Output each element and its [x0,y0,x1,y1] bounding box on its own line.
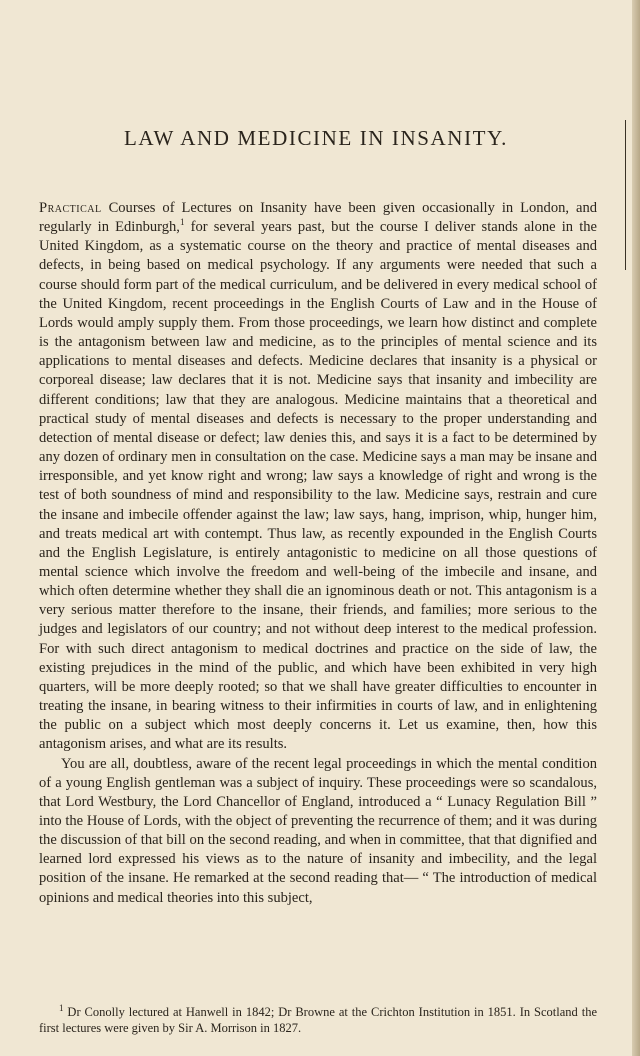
body-text [39,199,597,908]
paragraph-2: You are all, doubtless, aware of the recent legal proceedings in which the mental condition of a young English gentleman was a subject of inquiry. These proceedings were so scandalous, that Lord Westbury, the Lord Chancellor of England, introduced a “ Lunacy Regulation Bill ” into the House of Lords, with the object of preventing the recurrence of them; and it was during the discussion of that bill on the second reading, and when in committee, that that dignified and learned lord expressed his views as to the nature of insanity and imbecility, and the legal position of the insane. He remarked at the second reading that— “ The introduction of medical opinions and medical theories into this subject, [39,755,597,906]
footnote-text: Dr Conolly lectured at Hanwell in 1842; Dr Browne at the Crichton Institution in 1851. In Scotland the first lectures were given by Sir A. Morrison in 1827. [39,1005,597,1035]
page-edge [632,0,640,1056]
footnote-marker: 1 [59,1002,64,1013]
paragraph-1-text-a: Courses of Lectures on Insanity have been given occasionally in London, and regularly in Edinburgh, [39,200,597,236]
footnote [39,1004,597,1036]
footnote-reference[interactable]: 1 [179,217,185,228]
opening-word: Practical [39,200,102,216]
paragraph-1 [39,199,597,755]
page-title: LAW AND MEDICINE IN INSANITY. [124,126,508,150]
paragraph-1-text-b: for several years past, but the course I deliver stands alone in the United Kingdom, as a systematic course on the theory and practice of mental diseases and defects, in being based on medical psychology. If any arguments were needed that such a course should form part of the medical curriculum, and be delivered in every medical school of the United Kingdom, recent proceedings in the English Courts of Law and in the House of Lords would amply supply them. From those proceedings, we learn how distinct and complete is the antagonism between law and medicine, as to the principles of mental science and its applications to mental diseases and defects. Medicine declares that insanity is a physical or corporeal disease; law declares that it is not. Medicine says that insanity and imbecility are different conditions; law that they are analogous. Medicine maintains that a theoretical and practical study of mental diseases and defects is necessary to the proper understanding and detection of mental disease or defect; law denies this, and says it is a fact to be determined by any dozen of ordinary men in consultation on the case. Medicine says a man may be insane and irresponsible, and yet know right and wrong; law says a knowledge of right and wrong is the test of both soundness of mind and responsibility to the law. Medicine says, restrain and cure the insane and imbecile offender against the law; law says, hang, imprison, whip, hunger him, and treats medical art with contempt. Thus law, as recently expounded in the English Courts and the English Legislature, is entirely antagonistic to medicine on all those questions of mental science which involve the freedom and well-being of the imbecile and insane, and which often determine whether they shall die an ignominous death or not. This antagonism is a very serious matter therefore to the insane, their friends, and families; more serious to the judges and legislators of our country; and not without deep interest to the medical profession. For with such direct antagonism to medical doctrines and practice on the side of law, the existing prejudices in the mind of the public, and which have been exhibited in very high quarters, will be more deeply rooted; so that we shall have greater difficulties to encounter in treating the insane, in bearing witness to their infirmities in courts of law, and in enlightening the public on a subject which most deeply concerns it. Let us examine, then, how this antagonism arises, and what are its results. [39,219,597,753]
binding-shadow-line [625,120,626,270]
